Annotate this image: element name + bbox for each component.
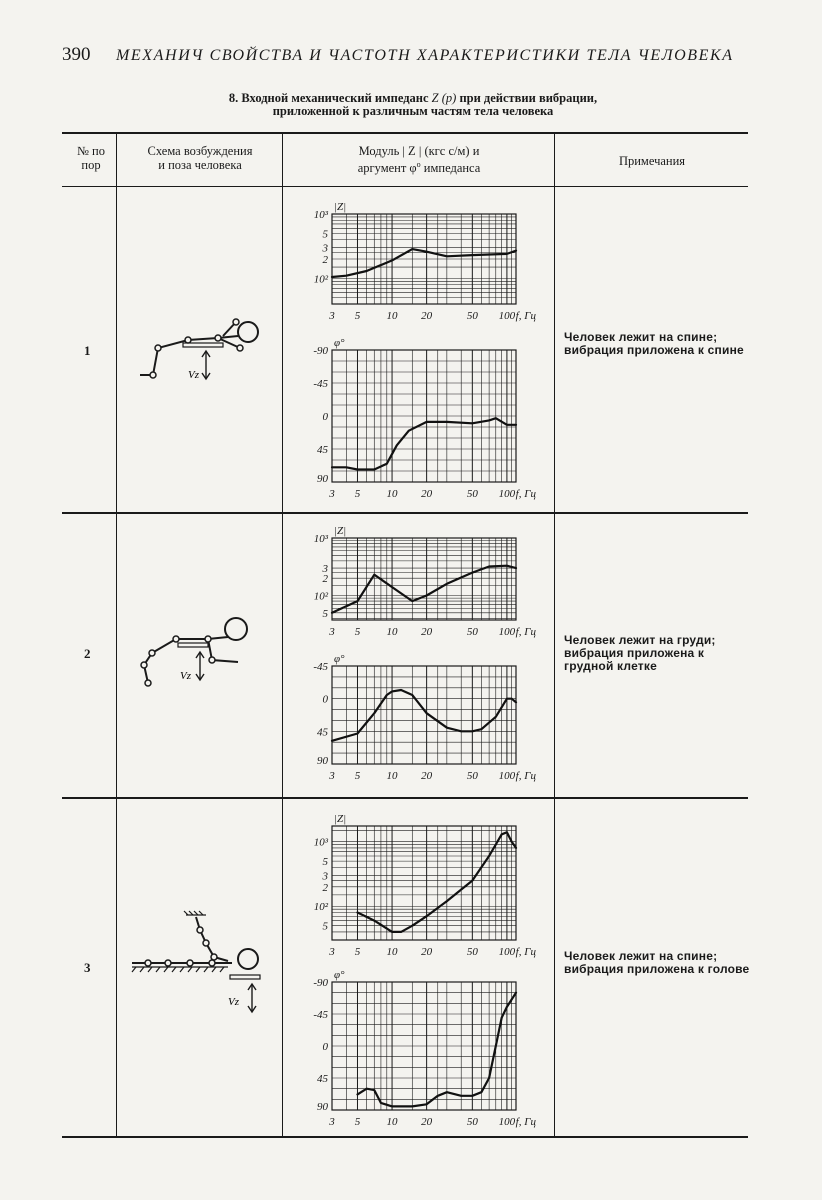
row-3-modulus-plot (292, 808, 542, 960)
running-title: МЕХАНИЧ СВОЙСТВА И ЧАСТОТН ХАРАКТЕРИСТИКИ ТЕЛА ЧЕЛОВЕКА (116, 47, 734, 64)
x-tick-label: f, Гц (515, 946, 536, 958)
x-tick-label: 100 (498, 310, 516, 322)
x-tick-label: 5 (354, 1116, 361, 1128)
y-axis-label: |Z| (334, 201, 347, 213)
row-divider-1 (62, 512, 748, 514)
x-tick-label: 100 (498, 770, 516, 782)
posture-supine-head-drawing (128, 905, 288, 1025)
row-2-posture-figure (128, 605, 288, 715)
x-tick-label: f, Гц (515, 488, 536, 500)
page-number: 390 (62, 44, 91, 65)
col-header-num-line2: пор (81, 158, 101, 172)
y-tick-label: 3 (322, 563, 328, 576)
row-1-modulus-chart (292, 196, 542, 324)
y-tick-label: 10² (313, 901, 328, 914)
x-tick-label: 20 (421, 310, 433, 322)
col-header-modulus-line1: Модуль | Z | (кгс с/м) и (358, 144, 480, 158)
y-axis-label: φ° (334, 653, 345, 665)
x-tick-label: 20 (421, 488, 433, 500)
plot-grid (332, 350, 516, 482)
row-3-phase-chart (292, 964, 542, 1130)
x-tick-label: 20 (421, 626, 433, 638)
col-header-num (66, 144, 116, 172)
y-tick-label: 2 (322, 254, 328, 266)
col-header-notes: Примечания (618, 154, 686, 168)
row-1-note: Человек лежит на спине; вибрация приложена к спине (564, 330, 744, 357)
x-tick-label: 3 (329, 310, 335, 322)
plot-grid (332, 982, 516, 1110)
x-tick-label: f, Гц (515, 1116, 536, 1128)
row-2-modulus-plot (292, 520, 542, 640)
impedance-curve (332, 249, 516, 277)
y-tick-label: -90 (313, 977, 328, 989)
plot-frame (332, 826, 516, 940)
x-tick-label: 100 (498, 626, 516, 638)
posture-prone-chest-drawing (128, 605, 288, 715)
x-tick-label: 10 (386, 946, 398, 958)
y-tick-label: 45 (317, 444, 328, 456)
col-header-modulus-sup: о (416, 160, 421, 169)
y-tick-label: 0 (322, 1041, 328, 1053)
y-axis-label: φ° (334, 969, 345, 981)
y-tick-label: 0 (322, 693, 328, 706)
impedance-curve (332, 690, 516, 741)
y-tick-label: 3 (322, 242, 328, 255)
plot-grid (332, 538, 516, 620)
y-tick-label: 10² (313, 590, 328, 603)
y-tick-label: 90 (317, 1101, 328, 1113)
y-axis-label: |Z| (334, 813, 347, 825)
row-3-note: Человек лежит на спине; вибрация приложена к голове (564, 949, 750, 976)
y-tick-label: 45 (317, 1073, 328, 1085)
row-2-phase-chart (292, 648, 542, 784)
row-2-note: Человек лежит на груди; вибрация приложена к грудной клетке (564, 633, 716, 673)
x-tick-label: 20 (421, 770, 433, 782)
x-tick-label: 10 (386, 1116, 398, 1128)
y-tick-label: 10³ (313, 209, 328, 221)
y-tick-label: -45 (313, 661, 328, 673)
y-tick-label: 10³ (313, 836, 328, 849)
y-tick-label: 0 (322, 411, 328, 423)
y-tick-label: 3 (322, 870, 328, 883)
row-divider-2 (62, 797, 748, 799)
plot-grid (332, 666, 516, 764)
y-tick-label: 90 (317, 473, 328, 485)
row-1-phase-chart (292, 332, 542, 502)
x-tick-label: 50 (466, 946, 478, 958)
x-tick-label: 100 (498, 1116, 516, 1128)
x-tick-label: f, Гц (515, 770, 536, 782)
y-axis-label: |Z| (334, 525, 347, 537)
row-3-modulus-chart (292, 808, 542, 960)
y-tick-label: 5 (322, 228, 328, 241)
y-tick-label: 5 (322, 856, 328, 869)
x-tick-label: f, Гц (515, 310, 536, 322)
y-tick-label: 5 (322, 920, 328, 933)
y-tick-label: -45 (313, 378, 328, 390)
plot-grid (332, 214, 516, 304)
y-tick-label: 2 (322, 573, 328, 586)
row-3-phase-plot (292, 964, 542, 1130)
column-divider-3 (554, 132, 555, 1138)
row-1-posture-figure (128, 300, 288, 410)
col-header-modulus-line2a: аргумент φ (357, 161, 417, 176)
y-axis-label: φ° (334, 337, 345, 349)
col-header-scheme-line2: и поза человека (158, 158, 242, 172)
x-tick-label: 5 (354, 626, 361, 638)
row-1-number: 1 (84, 343, 91, 358)
x-tick-label: 3 (329, 770, 335, 782)
column-divider-1 (116, 132, 117, 1138)
table-title-line2: приложенной к различным частям тела человека (272, 104, 554, 118)
x-tick-label: 10 (386, 310, 398, 322)
row-2-phase-plot (292, 648, 542, 784)
table-title-prefix: 8. Входной механический импеданс (228, 91, 429, 105)
row-3-vz-label: Vz (228, 996, 239, 1008)
table-title-math: Z (p) (431, 91, 457, 105)
plot-frame (332, 538, 516, 620)
col-header-scheme (118, 144, 282, 172)
x-tick-label: f, Гц (515, 626, 536, 638)
x-tick-label: 10 (386, 626, 398, 638)
x-tick-label: 3 (329, 488, 335, 500)
row-2-vz-label: Vz (180, 670, 191, 682)
x-tick-label: 20 (421, 946, 433, 958)
plot-grid (332, 826, 516, 940)
col-header-modulus-line2b: импеданса (423, 161, 481, 176)
table-title (80, 92, 746, 118)
row-1-modulus-plot (292, 196, 542, 324)
table-header-rule (62, 186, 748, 187)
x-tick-label: 3 (329, 946, 335, 958)
impedance-curve (358, 832, 517, 932)
x-tick-label: 20 (421, 1116, 433, 1128)
plot-frame (332, 666, 516, 764)
impedance-curve (332, 418, 516, 469)
row-3-number: 3 (84, 960, 91, 975)
x-tick-label: 5 (354, 946, 361, 958)
x-tick-label: 10 (386, 488, 398, 500)
x-tick-label: 50 (466, 488, 478, 500)
row-2-number: 2 (84, 646, 91, 661)
x-tick-label: 50 (466, 626, 478, 638)
table-top-rule (62, 132, 748, 134)
x-tick-label: 5 (354, 310, 361, 322)
row-2-modulus-chart (292, 520, 542, 640)
x-tick-label: 5 (354, 488, 361, 500)
x-tick-label: 100 (498, 488, 516, 500)
x-tick-label: 3 (329, 1116, 335, 1128)
y-tick-label: 10³ (313, 533, 328, 545)
posture-supine-back-drawing (128, 300, 288, 410)
y-tick-label: 10² (313, 273, 328, 286)
x-tick-label: 50 (466, 1116, 478, 1128)
x-tick-label: 3 (329, 626, 335, 638)
y-tick-label: -45 (313, 1009, 328, 1021)
x-tick-label: 10 (386, 770, 398, 782)
y-tick-label: 90 (317, 755, 328, 767)
x-tick-label: 5 (354, 770, 361, 782)
row-1-vz-label: Vz (188, 369, 199, 381)
row-1-phase-plot (292, 332, 542, 502)
y-tick-label: 5 (322, 607, 328, 620)
row-3-posture-figure (128, 905, 288, 1025)
col-header-modulus (284, 144, 554, 175)
x-tick-label: 50 (466, 310, 478, 322)
y-tick-label: 45 (317, 726, 328, 739)
x-tick-label: 100 (498, 946, 516, 958)
y-tick-label: 2 (322, 881, 328, 894)
table-bottom-rule (62, 1136, 748, 1138)
table-title-rest: при действии вибрации, (459, 91, 598, 105)
y-tick-label: -90 (313, 345, 328, 357)
col-header-num-line1: № по (77, 144, 105, 158)
col-header-scheme-line1: Схема возбуждения (147, 144, 253, 158)
impedance-curve (358, 993, 517, 1107)
x-tick-label: 50 (466, 770, 478, 782)
